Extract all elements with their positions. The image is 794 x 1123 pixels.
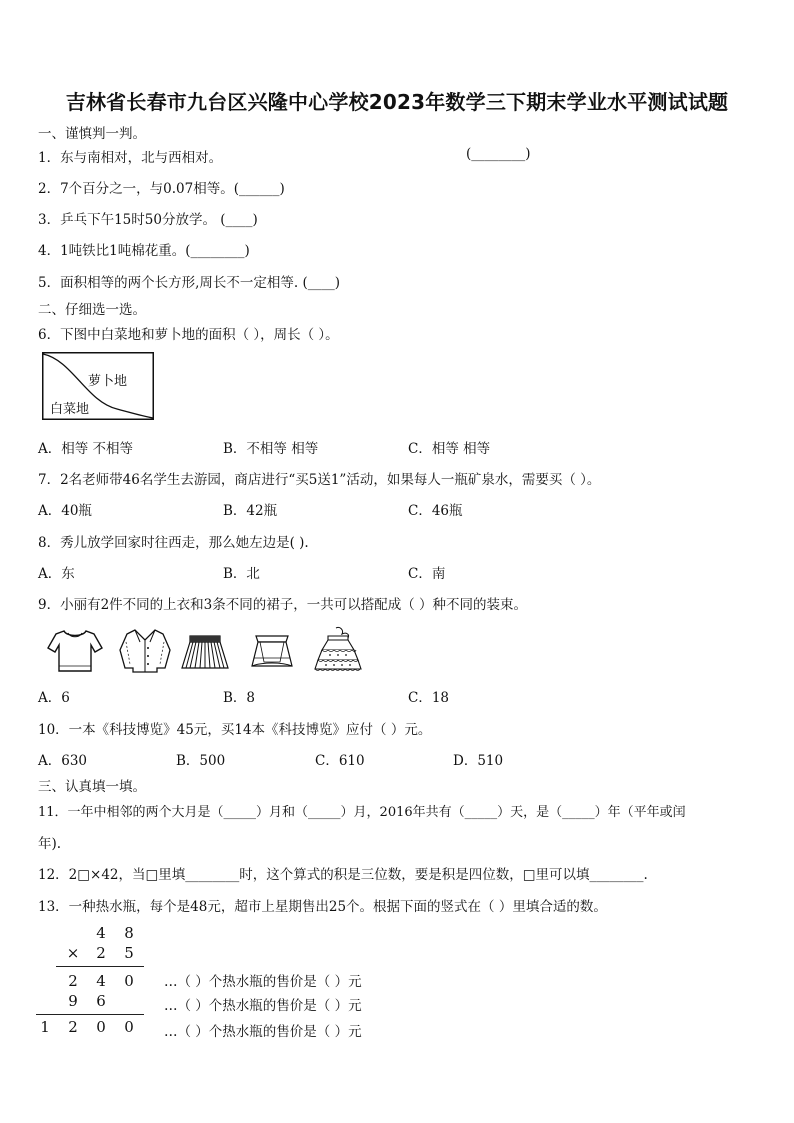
calc-digit: 0 — [124, 972, 134, 990]
q8-option-a[interactable]: A．东 — [38, 566, 75, 582]
calc-digit: 0 — [124, 1018, 134, 1036]
short-skirt-icon — [248, 632, 296, 672]
q9-option-c[interactable]: C．18 — [408, 690, 450, 706]
q6-option-b[interactable]: B．不相等 相等 — [223, 441, 319, 457]
q8-option-b[interactable]: B．北 — [223, 566, 260, 582]
q6-option-a[interactable]: A．相等 不相等 — [38, 441, 134, 457]
ruffled-skirt-icon — [312, 626, 364, 672]
calc-digit: 5 — [124, 944, 134, 962]
q9-option-b[interactable]: B．8 — [223, 690, 256, 706]
cabbage-field-label: 白菜地 — [50, 402, 90, 417]
question-10: 10．一本《科技博览》45元，买14本《科技博览》应付（ ）元。 — [38, 722, 432, 738]
calc-line — [36, 1014, 144, 1015]
q9-option-a[interactable]: A．6 — [38, 690, 70, 706]
section-heading-1: 一、谨慎判一判。 — [38, 126, 146, 142]
calc-line — [56, 966, 144, 967]
section-heading-2: 二、仔细选一选。 — [38, 302, 146, 318]
question-13: 13．一种热水瓶，每个是48元，超市上星期售出25个。根据下面的竖式在（ ）里填合适的数。 — [38, 899, 607, 915]
q10-option-c[interactable]: C．610 — [315, 753, 365, 769]
calc-note-2: …（ ）个热水瓶的售价是（ ）元 — [164, 998, 362, 1014]
q10-option-d[interactable]: D．510 — [453, 753, 504, 769]
shirt-icon — [46, 628, 104, 674]
question-1: 1．东与南相对，北与西相对。 — [38, 150, 223, 166]
question-12: 12．2□×42，当□里填________时，这个算式的积是三位数，要是积是四位数，□里可以填________. — [38, 867, 648, 883]
q8-option-c[interactable]: C．南 — [408, 566, 446, 582]
question-4: 4．1吨铁比1吨棉花重。(________) — [38, 243, 250, 259]
vertical-multiplication — [30, 922, 450, 1042]
calc-digit: 2 — [68, 1018, 78, 1036]
question-11-line-2: 年). — [38, 836, 62, 852]
question-2: 2．7个百分之一，与0.07相等。(______) — [38, 181, 285, 197]
calc-note-3: …（ ）个热水瓶的售价是（ ）元 — [164, 1024, 362, 1040]
pleated-skirt-icon — [180, 634, 230, 672]
calc-digit: 8 — [124, 924, 134, 942]
q7-option-b[interactable]: B．42瓶 — [223, 503, 278, 519]
page-title: 吉林省长春市九台区兴隆中心学校2023年数学三下期末学业水平测试试题 — [65, 90, 729, 114]
radish-field-label: 萝卜地 — [88, 374, 128, 389]
calc-digit: 6 — [96, 992, 106, 1010]
question-9: 9．小丽有2件不同的上衣和3条不同的裙子，一共可以搭配成（ ）种不同的装束。 — [38, 597, 528, 613]
calc-digit: 4 — [96, 924, 106, 942]
question-3: 3．乒乓下午15时50分放学。 (____) — [38, 212, 258, 228]
section-heading-3: 三、认真填一填。 — [38, 779, 146, 795]
multiply-sign: × — [66, 944, 80, 962]
calc-digit: 1 — [40, 1018, 50, 1036]
q6-option-c[interactable]: C．相等 相等 — [408, 441, 491, 457]
question-11-line-1: 11．一年中相邻的两个大月是（_____）月和（_____）月，2016年共有（_____）天，是（_____）年（平年或闰 — [38, 805, 686, 820]
calc-digit: 0 — [96, 1018, 106, 1036]
question-6: 6．下图中白菜地和萝卜地的面积（ ），周长（ ）。 — [38, 327, 339, 343]
calc-digit: 9 — [68, 992, 78, 1010]
calc-digit: 2 — [96, 944, 106, 962]
question-5: 5．面积相等的两个长方形,周长不一定相等. (____) — [38, 275, 340, 291]
q7-option-a[interactable]: A．40瓶 — [38, 503, 92, 519]
jacket-icon — [118, 628, 172, 674]
calc-note-1: …（ ）个热水瓶的售价是（ ）元 — [164, 974, 362, 990]
q10-option-b[interactable]: B．500 — [176, 753, 226, 769]
calc-digit: 2 — [68, 972, 78, 990]
question-8: 8．秀儿放学回家时往西走，那么她左边是( ). — [38, 535, 309, 551]
q10-option-a[interactable]: A．630 — [38, 753, 88, 769]
field-diagram — [42, 352, 154, 420]
calc-digit: 4 — [96, 972, 106, 990]
question-1-answer-blank: (________) — [466, 146, 531, 162]
question-7: 7．2名老师带46名学生去游园，商店进行“买5送1”活动，如果每人一瓶矿泉水，需要买（ ）。 — [38, 472, 601, 488]
q7-option-c[interactable]: C．46瓶 — [408, 503, 463, 519]
